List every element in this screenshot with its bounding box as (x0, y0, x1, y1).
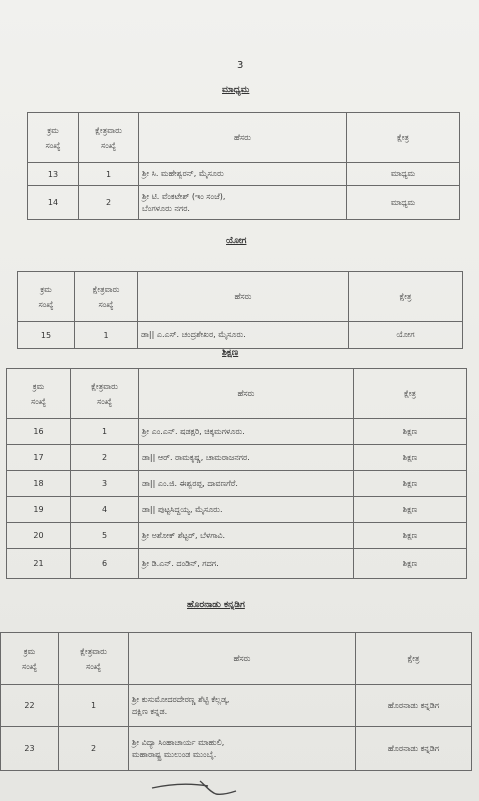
cell-name: ಶ್ರೀ ಎಂ.ಎನ್. ಷಡಕ್ಷರಿ, ಚಿಕ್ಕಮಗಳೂರು. (139, 419, 354, 445)
signature-scribble (150, 778, 240, 798)
cell-field: ಶಿಕ್ಷಣ (354, 497, 467, 523)
cell-field-serial: 2 (59, 727, 129, 771)
col-header-serial: ಕ್ರಮ ಸಂಖ್ಯೆ (7, 369, 71, 419)
table-row (18, 322, 463, 349)
table-row (7, 445, 467, 471)
cell-field: ಶಿಕ್ಷಣ (354, 549, 467, 579)
cell-field: ಶಿಕ್ಷಣ (354, 523, 467, 549)
col-header-field: ಕ್ಷೇತ್ರ (349, 272, 463, 322)
table-row (7, 549, 467, 579)
cell-name: ಡಾ|| ಎಂ.ಜಿ. ಈಶ್ವರಪ್ಪ, ದಾವಣಗೆರೆ. (139, 471, 354, 497)
section-heading-yoga: ಯೋಗ (226, 236, 247, 246)
cell-serial: 18 (7, 471, 71, 497)
col-header-name: ಹೆಸರು (138, 272, 349, 322)
table-row (7, 497, 467, 523)
table-row (28, 163, 460, 186)
col-header-field-serial: ಕ್ಷೇತ್ರವಾರು ಸಂಖ್ಯೆ (79, 113, 139, 163)
col-header-field-serial: ಕ್ಷೇತ್ರವಾರು ಸಂಖ್ಯೆ (71, 369, 139, 419)
cell-name: ಶ್ರೀ ವಿದ್ಯಾ ಸಿಂಹಾಚಾರ್ಯ ಮಾಹುಲಿ, ಮಹಾರಾಷ್ಟ್ರ ಮುಲುಂಡ ಮುಂಬೈ. (129, 727, 356, 771)
cell-field-serial: 3 (71, 471, 139, 497)
table-education (6, 368, 467, 579)
col-header-name: ಹೆಸರು (139, 369, 354, 419)
table-row (7, 523, 467, 549)
cell-field-serial: 1 (75, 322, 138, 349)
cell-serial: 20 (7, 523, 71, 549)
cell-name: ಡಾ|| ಪುಟ್ಟಸಿದ್ದಯ್ಯ, ಮೈಸೂರು. (139, 497, 354, 523)
col-header-serial: ಕ್ರಮ ಸಂಖ್ಯೆ (28, 113, 79, 163)
table-row (28, 186, 460, 220)
cell-field: ಯೋಗ (349, 322, 463, 349)
cell-field-serial: 2 (71, 445, 139, 471)
col-header-field: ಕ್ಷೇತ್ರ (356, 633, 472, 685)
cell-serial: 22 (1, 685, 59, 727)
cell-field: ಹೊರನಾಡು ಕನ್ನಡಿಗ (356, 727, 472, 771)
section-heading-media: ಮಾಧ್ಯಮ (222, 85, 250, 95)
col-header-name: ಹೆಸರು (139, 113, 347, 163)
table-media (27, 112, 460, 220)
cell-name: ಡಾ|| ಎ.ಎಸ್. ಚಂದ್ರಶೇಖರ, ಮೈಸೂರು. (138, 322, 349, 349)
cell-field: ಶಿಕ್ಷಣ (354, 419, 467, 445)
cell-field-serial: 1 (59, 685, 129, 727)
cell-name: ಶ್ರೀ ಡಿ.ಎನ್. ದಂಡಿನ್, ಗದಗ. (139, 549, 354, 579)
cell-field: ಮಾಧ್ಯಮ (347, 186, 460, 220)
table-header-row (28, 113, 460, 163)
table-row (7, 419, 467, 445)
cell-field-serial: 1 (79, 163, 139, 186)
cell-serial: 14 (28, 186, 79, 220)
table-yoga (17, 271, 463, 349)
table-row (7, 471, 467, 497)
cell-serial: 17 (7, 445, 71, 471)
col-header-name: ಹೆಸರು (129, 633, 356, 685)
table-header-row (7, 369, 467, 419)
col-header-field: ಕ್ಷೇತ್ರ (347, 113, 460, 163)
cell-field: ಶಿಕ್ಷಣ (354, 471, 467, 497)
page-number: 3 (237, 60, 244, 71)
table-row (1, 727, 472, 771)
cell-field: ಮಾಧ್ಯಮ (347, 163, 460, 186)
section-heading-education: ಶಿಕ್ಷಣ (222, 348, 239, 358)
cell-serial: 16 (7, 419, 71, 445)
cell-serial: 13 (28, 163, 79, 186)
cell-field-serial: 2 (79, 186, 139, 220)
table-header-row (1, 633, 472, 685)
col-header-field-serial: ಕ್ಷೇತ್ರವಾರು ಸಂಖ್ಯೆ (75, 272, 138, 322)
table-row (1, 685, 472, 727)
col-header-field-serial: ಕ್ಷೇತ್ರವಾರು ಸಂಖ್ಯೆ (59, 633, 129, 685)
cell-serial: 15 (18, 322, 75, 349)
cell-name: ಶ್ರೀ ಕುಸುಮೋದರದೇರಣ್ಣ ಶೆಟ್ಟಿ ಕೆಲ್ಲಡ್ಕ, ದಕ್ಷಿಣ ಕನ್ನಡ. (129, 685, 356, 727)
col-header-serial: ಕ್ರಮ ಸಂಖ್ಯೆ (1, 633, 59, 685)
cell-serial: 19 (7, 497, 71, 523)
cell-name: ಶ್ರೀ ಅಶೋಕ್ ಶೆಟ್ಟರ್, ಬೆಳಗಾವಿ. (139, 523, 354, 549)
cell-field-serial: 1 (71, 419, 139, 445)
cell-name: ಶ್ರೀ ಸಿ. ಮಹೇಶ್ವರನ್, ಮೈಸೂರು (139, 163, 347, 186)
cell-field-serial: 6 (71, 549, 139, 579)
col-header-field: ಕ್ಷೇತ್ರ (354, 369, 467, 419)
cell-field-serial: 5 (71, 523, 139, 549)
section-heading-non-resident-kannadiga: ಹೊರನಾಡು ಕನ್ನಡಿಗ (187, 600, 245, 610)
cell-field: ಹೊರನಾಡು ಕನ್ನಡಿಗ (356, 685, 472, 727)
col-header-serial: ಕ್ರಮ ಸಂಖ್ಯೆ (18, 272, 75, 322)
cell-name: ಶ್ರೀ ಟಿ. ವೆಂಕಟೇಶ್ (ಇಂ ಸಂಜೆ), ಬೆಂಗಳೂರು ನಗರ. (139, 186, 347, 220)
table-non-resident-kannadiga (0, 632, 472, 771)
table-header-row (18, 272, 463, 322)
cell-field-serial: 4 (71, 497, 139, 523)
cell-serial: 23 (1, 727, 59, 771)
cell-name: ಡಾ|| ಆರ್. ರಾಮಕೃಷ್ಣ, ಚಾಮರಾಜನಗರ. (139, 445, 354, 471)
cell-field: ಶಿಕ್ಷಣ (354, 445, 467, 471)
cell-serial: 21 (7, 549, 71, 579)
